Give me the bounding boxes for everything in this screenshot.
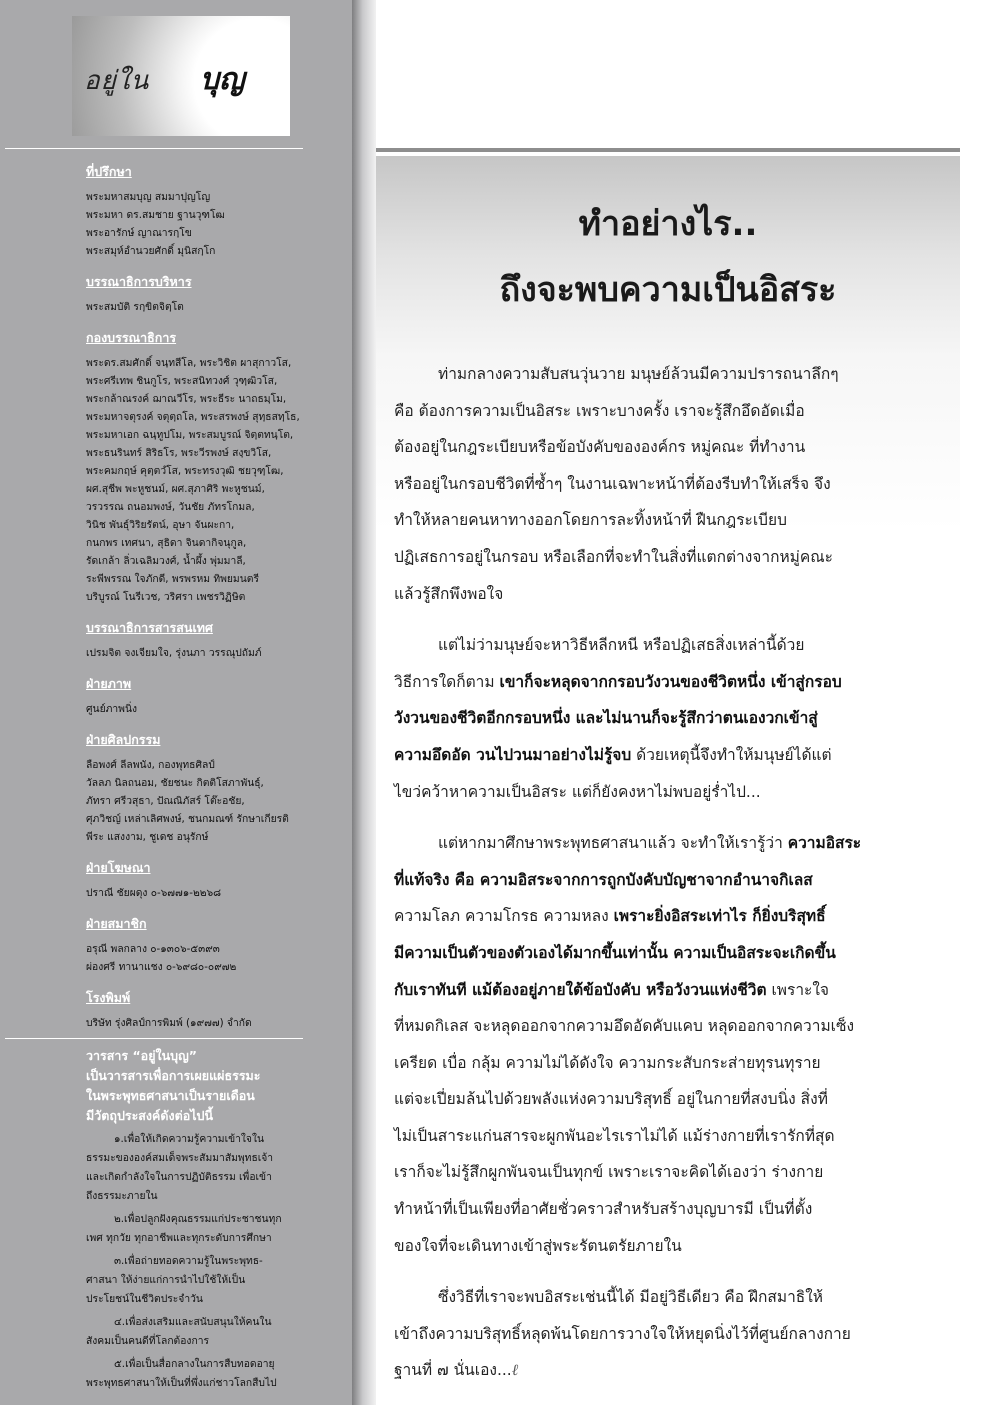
staff-line: ผศ.สุชีพ พะหูชนม์, ผศ.สุภาศิริ พะหูชนม์, [86, 483, 265, 495]
mission-title-line: มีวัตถุประสงค์ดังต่อไปนี้ [86, 1108, 214, 1123]
mission-title-line: เป็นวารสารเพื่อการเผยแผ่ธรรมะ [86, 1068, 261, 1083]
staff-line: บริบูรณ์ โนรีเวช, วริศรา เพชรวิฏิษิต [86, 591, 246, 603]
logo [72, 16, 290, 136]
mission-item-line: สังคมเป็นคนดีที่โลกต้องการ [86, 1335, 210, 1347]
staff-line: พระสมบัติ รกฺขิตจิตฺโต [86, 301, 184, 313]
mission-item-line: และเกิดกำลังใจในการปฏิบัติธรรม เพื่อเข้า [86, 1171, 272, 1183]
text-line: เครียด เบื่อ กลุ้ม ความไม่ได้ดังใจ ความกระสับกระส่ายทุรนทุราย [394, 1053, 821, 1072]
paragraph-3-rest [394, 1008, 908, 1264]
staff-line: ศุภวิชญ์ เหล่าเลิศพงษ์, ชนกมณฑ์ รักษาเกียรติ [86, 813, 289, 825]
mission-item [86, 1252, 318, 1309]
staff-line: พระมหาเอก ฉนฺทูปโม, พระสมบูรณ์ จิตฺตทนฺโต, [86, 429, 294, 441]
sidebar [0, 0, 352, 1405]
text-line: คือ ต้องการความเป็นอิสระ เพราะบางครั้ง เราจะรู้สึกอึดอัดเมื่อ [394, 401, 805, 420]
emphasis-text: ที่แท้จริง คือ ความอิสระจากการถูกบังคับบัญชาจากอำนาจกิเลส [394, 870, 813, 889]
staff-line: พระมหาสมบุญ สมมาปุญโญ [86, 191, 211, 203]
text-line: ไม่เป็นสาระแก่นสารจะผูกพันอะไรเราไม่ได้ แม้ร่างกายที่เรารักที่สุด [394, 1126, 835, 1145]
paragraph-1 [394, 356, 908, 612]
staff-line: ระพีพรรณ ใจภักดี, พรพรหม ทิพยมนตรี [86, 573, 259, 585]
logo-word-1: อยู่ใน [84, 66, 150, 96]
staff-line: วรวรรณ ถนอมพงษ์, วันชัย ภัทรโกมล, [86, 501, 255, 513]
mission-item-line: เพศ ทุกวัย ทุกอาชีพและทุกระดับการศึกษา [86, 1232, 272, 1244]
staff-line: วินิช พันธุ์วิริยรัตน์, อุษา จันผะกา, [86, 519, 235, 531]
header-rule [376, 148, 960, 152]
mission-item [86, 1313, 318, 1351]
staff-line: พระคมกฤษ์ คุตฺตวํโส, พระทรงวุฒิ ชยวุฑฺโฒ, [86, 465, 284, 477]
text-line: ไขว่คว้าหาความเป็นอิสระ แต่ก็ยังคงหาไม่พบอยู่ร่ำไป... [394, 782, 761, 801]
staff-line: ภัทรา ศรีวสุธา, ปัณณิภัสร์ โต๊ะอชัย, [86, 795, 245, 807]
staff-line: พระดร.สมศักดิ์ จนฺทสีโล, พระวิชิต ผาสุกาวโส, [86, 357, 292, 369]
staff-line: พระมหาจตุรงค์ จตุตฺถโล, พระสรพงษ์ สุทฺธสทฺโธ, [86, 411, 300, 423]
text-line: ทำให้หลายคนหาทางออกโดยการละทิ้งหน้าที่ ฝืนกฎระเบียบ [394, 511, 787, 530]
text-line: แต่หากมาศึกษาพระพุทธศาสนาแล้ว จะทำให้เรารู้ว่า ความอิสระ [438, 834, 862, 853]
mission-item-line: ธรรมะขององค์สมเด็จพระสัมมาสัมพุทธเจ้า [86, 1152, 274, 1164]
text-line: วิธีการใดก็ตาม เขาก็จะหลุดจากกรอบวังวนของชีวิตหนึ่ง เข้าสู่กรอบ [394, 672, 842, 691]
signature-mark: ℓ [511, 1361, 519, 1380]
emphasis-text: กับเราทันที แม้ต้องอยู่ภายใต้ข้อบังคับ หรือวังวนแห่งชีวิต [394, 980, 767, 999]
text-line: ท่ามกลางความสับสนวุ่นวาย มนุษย์ล้วนมีความปรารถนาลึกๆ [438, 365, 839, 383]
mission-item-line: ๑.เพื่อให้เกิดความรู้ความเข้าใจใน [114, 1133, 265, 1145]
text-line: ฐานที่ ๗ นั่นเอง...ℓ [394, 1361, 519, 1380]
section-heading: โรงพิมพ์ [86, 990, 131, 1005]
sidebar-shadow-edge [352, 0, 376, 1405]
section-heading: ฝ่ายสมาชิก [86, 916, 147, 931]
text-line: เราก็จะไม่รู้สึกผูกพันจนเป็นทุกข์ เพราะเราจะคิดได้เองว่า ร่างกาย [394, 1163, 824, 1182]
text-line: ความอึดอัด วนไปวนมาอย่างไม่รู้จบ ด้วยเหตุนี้จึงทำให้มนุษย์ได้แต่ [394, 745, 832, 764]
article-title-line-1: ทำอย่างไร.. [578, 204, 758, 244]
text-line: หรืออยู่ในกรอบชีวิตที่ซ้ำๆ ในงานเฉพาะหน้าที่ต้องรีบทำให้เสร็จ จึง [394, 474, 831, 493]
text-line: แต่จะเปี่ยมล้นไปด้วยพลังแห่งความบริสุทธิ์ อยู่ในกายที่สงบนิ่ง สิ่งที่ [394, 1090, 828, 1109]
text-line: ที่หมดกิเลส จะหลุดออกจากความอึดอัดคับแคบ หลุดออกจากความเซ็ง [394, 1017, 855, 1036]
mission-item-line: พระพุทธศาสนาให้เป็นที่พึ่งแก่ชาวโลกสืบไป [86, 1377, 277, 1389]
mission-title-line: ในพระพุทธศาสนาเป็นรายเดือน [86, 1088, 255, 1103]
mission-item-line: ๒.เพื่อปลูกฝังคุณธรรมแก่ประชาชนทุก [114, 1213, 282, 1225]
staff-line: พระธนรินทร์ สิริธโร, พระวีรพงษ์ สงฺขวิโส, [86, 447, 272, 459]
section-heading: กองบรรณาธิการ [86, 330, 177, 345]
section-heading: บรรณาธิการบริหาร [86, 274, 192, 289]
staff-line: บริษัท รุ่งศิลป์การพิมพ์ (๑๙๗๗) จำกัด [86, 1017, 252, 1029]
staff-line: ผ่องศรี ทานาแชง ๐-๖๙๘๐-๐๙๗๒ [86, 961, 237, 973]
emphasis-text: มีความเป็นตัวของตัวเองได้มากขึ้นเท่านั้น ความเป็นอิสระจะเกิดขึ้น [394, 943, 836, 962]
staff-line: พีระ แสงงาม, ชูเดช อนุรักษ์ [86, 831, 209, 843]
section-heading: บรรณาธิการสารสนเทศ [86, 620, 213, 635]
article-body [394, 356, 908, 1389]
text-line: แล้วรู้สึกพึงพอใจ [394, 584, 504, 603]
staff-line: วัลลภ นิลถนอม, ชัยชนะ กิตติโสภาพันธุ์, [86, 777, 264, 789]
mission-title-line: วารสาร “อยู่ในบุญ” [86, 1048, 197, 1063]
article-title-line-2: ถึงจะพบความเป็นอิสระ [499, 270, 837, 310]
staff-line: ปราณี ชัยผดุง ๐-๖๗๗๑-๒๒๖๘ [86, 887, 222, 899]
staff-line: พระมหา ดร.สมชาย ฐานวุฑโฒ [86, 209, 225, 221]
paragraph-4 [394, 1279, 908, 1352]
section-heading: ฝ่ายโฆษณา [86, 860, 151, 875]
staff-line: พระสมุห์อำนวยศักดิ์ มุนิสกฺโก [86, 245, 216, 257]
mission-item-line: ประโยชน์ในชีวิตประจำวัน [86, 1293, 203, 1305]
mission-item-line: ๓.เพื่อถ่ายทอดความรู้ในพระพุทธ- [114, 1255, 263, 1267]
text-line: กับเราทันที แม้ต้องอยู่ภายใต้ข้อบังคับ หรือวังวนแห่งชีวิต เพราะใจ [394, 980, 830, 999]
text-line: ซึ่งวิธีที่เราจะพบอิสระเช่นนี้ได้ มีอยู่วิธีเดียว คือ ฝึกสมาธิให้ [438, 1288, 824, 1307]
staff-list [86, 156, 336, 1038]
emphasis-text: เพราะยิ่งอิสระเท่าไร ก็ยิ่งบริสุทธิ์ [613, 907, 826, 926]
text-line: ปฏิเสธการอยู่ในกรอบ หรือเลือกที่จะทำในสิ่งที่แตกต่างจากหมู่คณะ [394, 547, 833, 566]
text-line: ทำหน้าที่เป็นเพียงที่อาศัยชั่วคราวสำหรับสร้างบุญบารมี เป็นที่ตั้ง [394, 1200, 813, 1219]
section-heading: ที่ปรึกษา [86, 164, 132, 179]
mission-item [86, 1130, 318, 1206]
staff-line: ลือพงศ์ ลีลพนัง, กองพุทธศิลป์ [86, 759, 215, 771]
emphasis-text: วังวนของชีวิตอีกกรอบหนึ่ง และไม่นานก็จะรู้สึกว่าตนเองวกเข้าสู่ [394, 709, 818, 728]
staff-line: พระศรีเทพ ชินกูโร, พระสนิทวงศ์ วุฑฺฒิวโส, [86, 375, 278, 387]
mission-item-line: ๕.เพื่อเป็นสื่อกลางในการสืบทอดอายุ [114, 1358, 275, 1370]
section-heading: ฝ่ายภาพ [86, 676, 132, 691]
mission-statement [86, 1046, 318, 1393]
text-line: ความโลภ ความโกรธ ความหลง เพราะยิ่งอิสระเท่าไร ก็ยิ่งบริสุทธิ์ [394, 907, 826, 926]
mission-item [86, 1210, 318, 1248]
staff-line: กนกพร เทศนา, สุธิดา จินดากิจนุกูล, [86, 537, 247, 549]
text-line: เข้าถึงความบริสุทธิ์หลุดพ้นโดยการวางใจให้หยุดนิ่งไว้ที่ศูนย์กลางกาย [394, 1324, 851, 1343]
mission-item-line: ถึงธรรมะภายใน [86, 1190, 158, 1202]
paragraph-3 [394, 825, 908, 1264]
emphasis-text: ความอึดอัด วนไปวนมาอย่างไม่รู้จบ [394, 745, 632, 764]
staff-line: เปรมจิต จงเจียมใจ, รุ่งนภา วรรณุปถัมภ์ [86, 647, 262, 659]
text-line: ต้องอยู่ในกฎระเบียบหรือข้อบังคับขององค์กร หมู่คณะ ที่ทำงาน [394, 438, 806, 457]
staff-line: พระกล้าณรงค์ ฌาณวีโร, พระธีระ นาถธมฺโม, [86, 393, 287, 405]
sidebar-divider [5, 1038, 303, 1039]
emphasis-text: เขาก็จะหลุดจากกรอบวังวนของชีวิตหนึ่ง เข้าสู่กรอบ [499, 672, 842, 691]
mission-item-line: ๔.เพื่อส่งเสริมและสนับสนุนให้คนใน [114, 1316, 272, 1328]
emphasis-text: ความอิสระ [787, 834, 862, 853]
staff-line: อรุณี พลกลาง ๐-๑๓๐๖-๕๓๙๓ [86, 943, 220, 955]
mission-item-line: ศาสนา ให้ง่ายแก่การนำไปใช้ให้เป็น [86, 1274, 246, 1286]
sidebar-divider [5, 148, 303, 149]
mission-item [86, 1355, 318, 1393]
staff-line: รัดเกล้า ลิ่วเฉลิมวงศ์, น้ำผึ้ง พุ่มมาลี, [86, 555, 246, 567]
paragraph-2 [394, 627, 908, 810]
section-heading: ฝ่ายศิลปกรรม [86, 732, 161, 747]
text-line: ของใจที่จะเดินทางเข้าสู่พระรัตนตรัยภายใน [394, 1236, 682, 1255]
text-line: แต่ไม่ว่ามนุษย์จะหาวิธีหลีกหนี หรือปฏิเสธสิ่งเหล่านี้ด้วย [438, 636, 805, 655]
logo-word-2: บุญ [200, 62, 245, 97]
staff-line: พระอารักษ์ ญาณารกฺโข [86, 227, 192, 239]
staff-line: ศูนย์ภาพนิ่ง [86, 703, 138, 715]
